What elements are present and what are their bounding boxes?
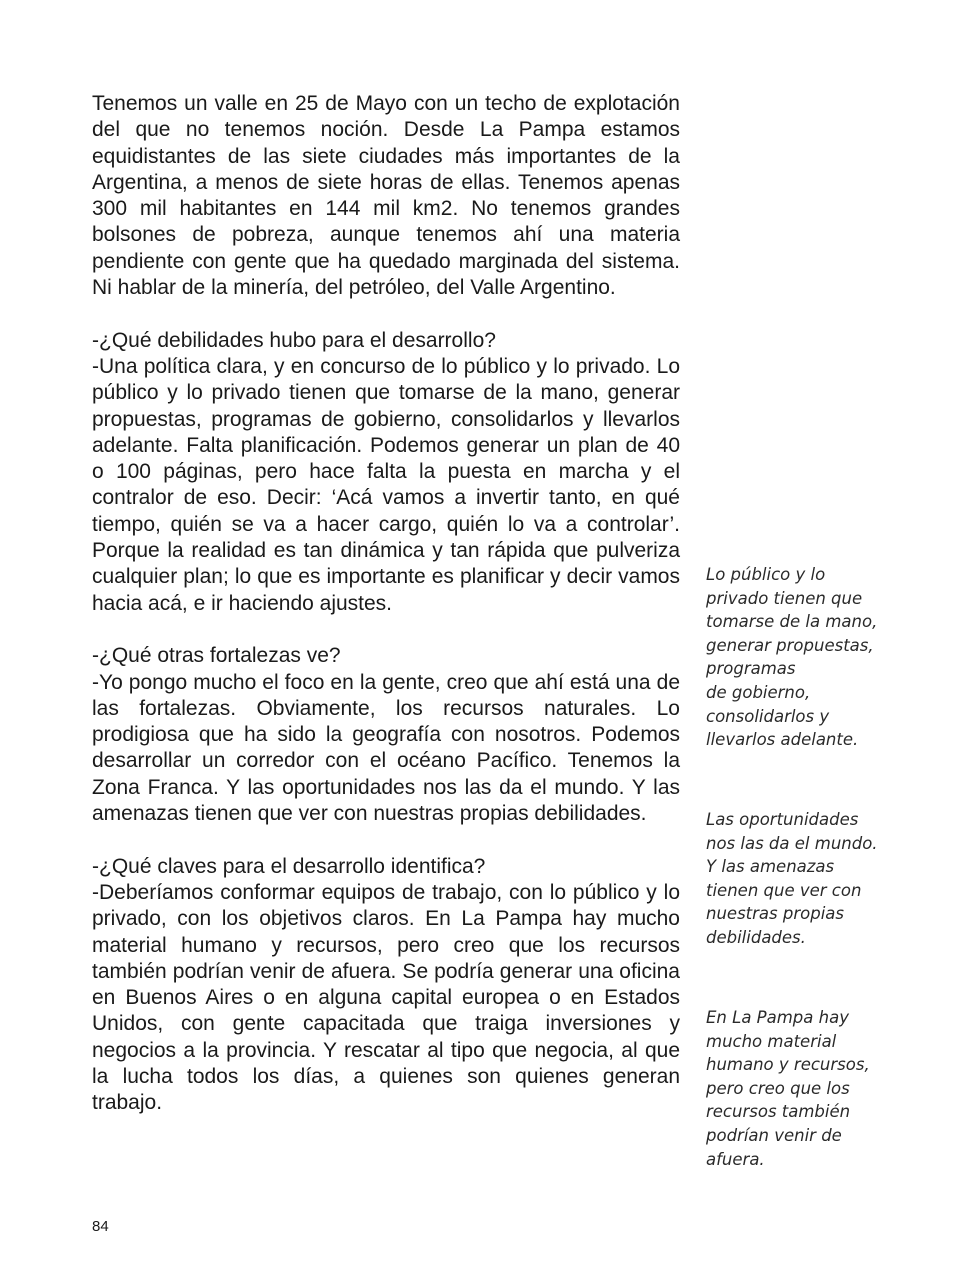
question-weaknesses: -¿Qué debilidades hubo para el desarrollo? <box>92 328 496 352</box>
answer-strengths: -Yo pongo mucho el foco en la gente, creo que ahí está una de las fortalezas. Obviamente, los recursos naturales. Lo prodigiosa que ha sido la geografía con nosotros. Podemos desarrollar un corredor con el océano Pacífico. Tenemos la Zona Franca. Y las oportunidades nos las da el mundo. Y las amenazas tienen que ver con nuestras propias debilidades. <box>92 670 680 826</box>
pull-quote-public-private: Lo público y lo privado tienen que tomarse de la mano, generar propuestas, programas de gobierno, consolidarlos y llevarlos adelante. <box>706 565 878 750</box>
page-number: 84 <box>92 1218 109 1235</box>
paragraph-gap <box>92 301 680 327</box>
pull-quote-resources: En La Pampa hay mucho material humano y recursos, pero creo que los recursos también podrían venir de afuera. <box>706 1008 870 1169</box>
paragraph-gap <box>92 827 680 853</box>
answer-keys: -Deberíamos conformar equipos de trabajo, con lo público y lo privado, con los objetivos claros. En La Pampa hay mucho material humano y recursos, pero creo que los recursos también podrían venir de afuera. Se podría generar una oficina en Buenos Aires o en alguna capital europea o en Estados Unidos, con gente capacitada que traiga inversiones y negocios a la provincia. Y rescatar al tipo que negocia, al que la lucha todos los días, a quienes son quienes generan trabajo. <box>92 880 680 1115</box>
paragraph-gap <box>92 617 680 643</box>
paragraph-intro: Tenemos un valle en 25 de Mayo con un techo de explotación del que no tenemos noción. Desde La Pampa estamos equidistantes de las siete ciudades más importantes de la Argentina, a menos de siete horas de ellas. Tenemos apenas 300 mil habitantes en 144 mil km2. No tenemos grandes bolsones de pobreza, aunque tenemos ahí una materia pendiente con gente que ha quedado marginada del sistema. Ni hablar de la minería, del petróleo, del Valle Argentino. <box>92 92 680 300</box>
answer-weaknesses: -Una política clara, y en concurso de lo público y lo privado. Lo público y lo privado tienen que tomarse de la mano, generar propuestas, programas de gobierno, consolidarlos y llevarlos adelante. Falta planificación. Podemos generar un plan de 40 o 100 páginas, pero hace falta la puesta en marcha y el contralor de eso. Decir: ‘Acá vamos a invertir tanto, en qué tiempo, quién se va a hacer cargo, quién lo va a controlar’. Porque la realidad es tan dinámica y tan rápida que pulveriza cualquier plan; lo que es importante es planificar y decir vamos hacia acá, e ir haciendo ajustes. <box>92 354 680 615</box>
article-body <box>92 91 680 1117</box>
question-strengths: -¿Qué otras fortalezas ve? <box>92 644 341 668</box>
pull-quote-opportunities: Las oportunidades nos las da el mundo. Y las amenazas tienen que ver con nuestras propias debilidades. <box>706 810 878 947</box>
question-keys: -¿Qué claves para el desarrollo identifica? <box>92 854 486 878</box>
